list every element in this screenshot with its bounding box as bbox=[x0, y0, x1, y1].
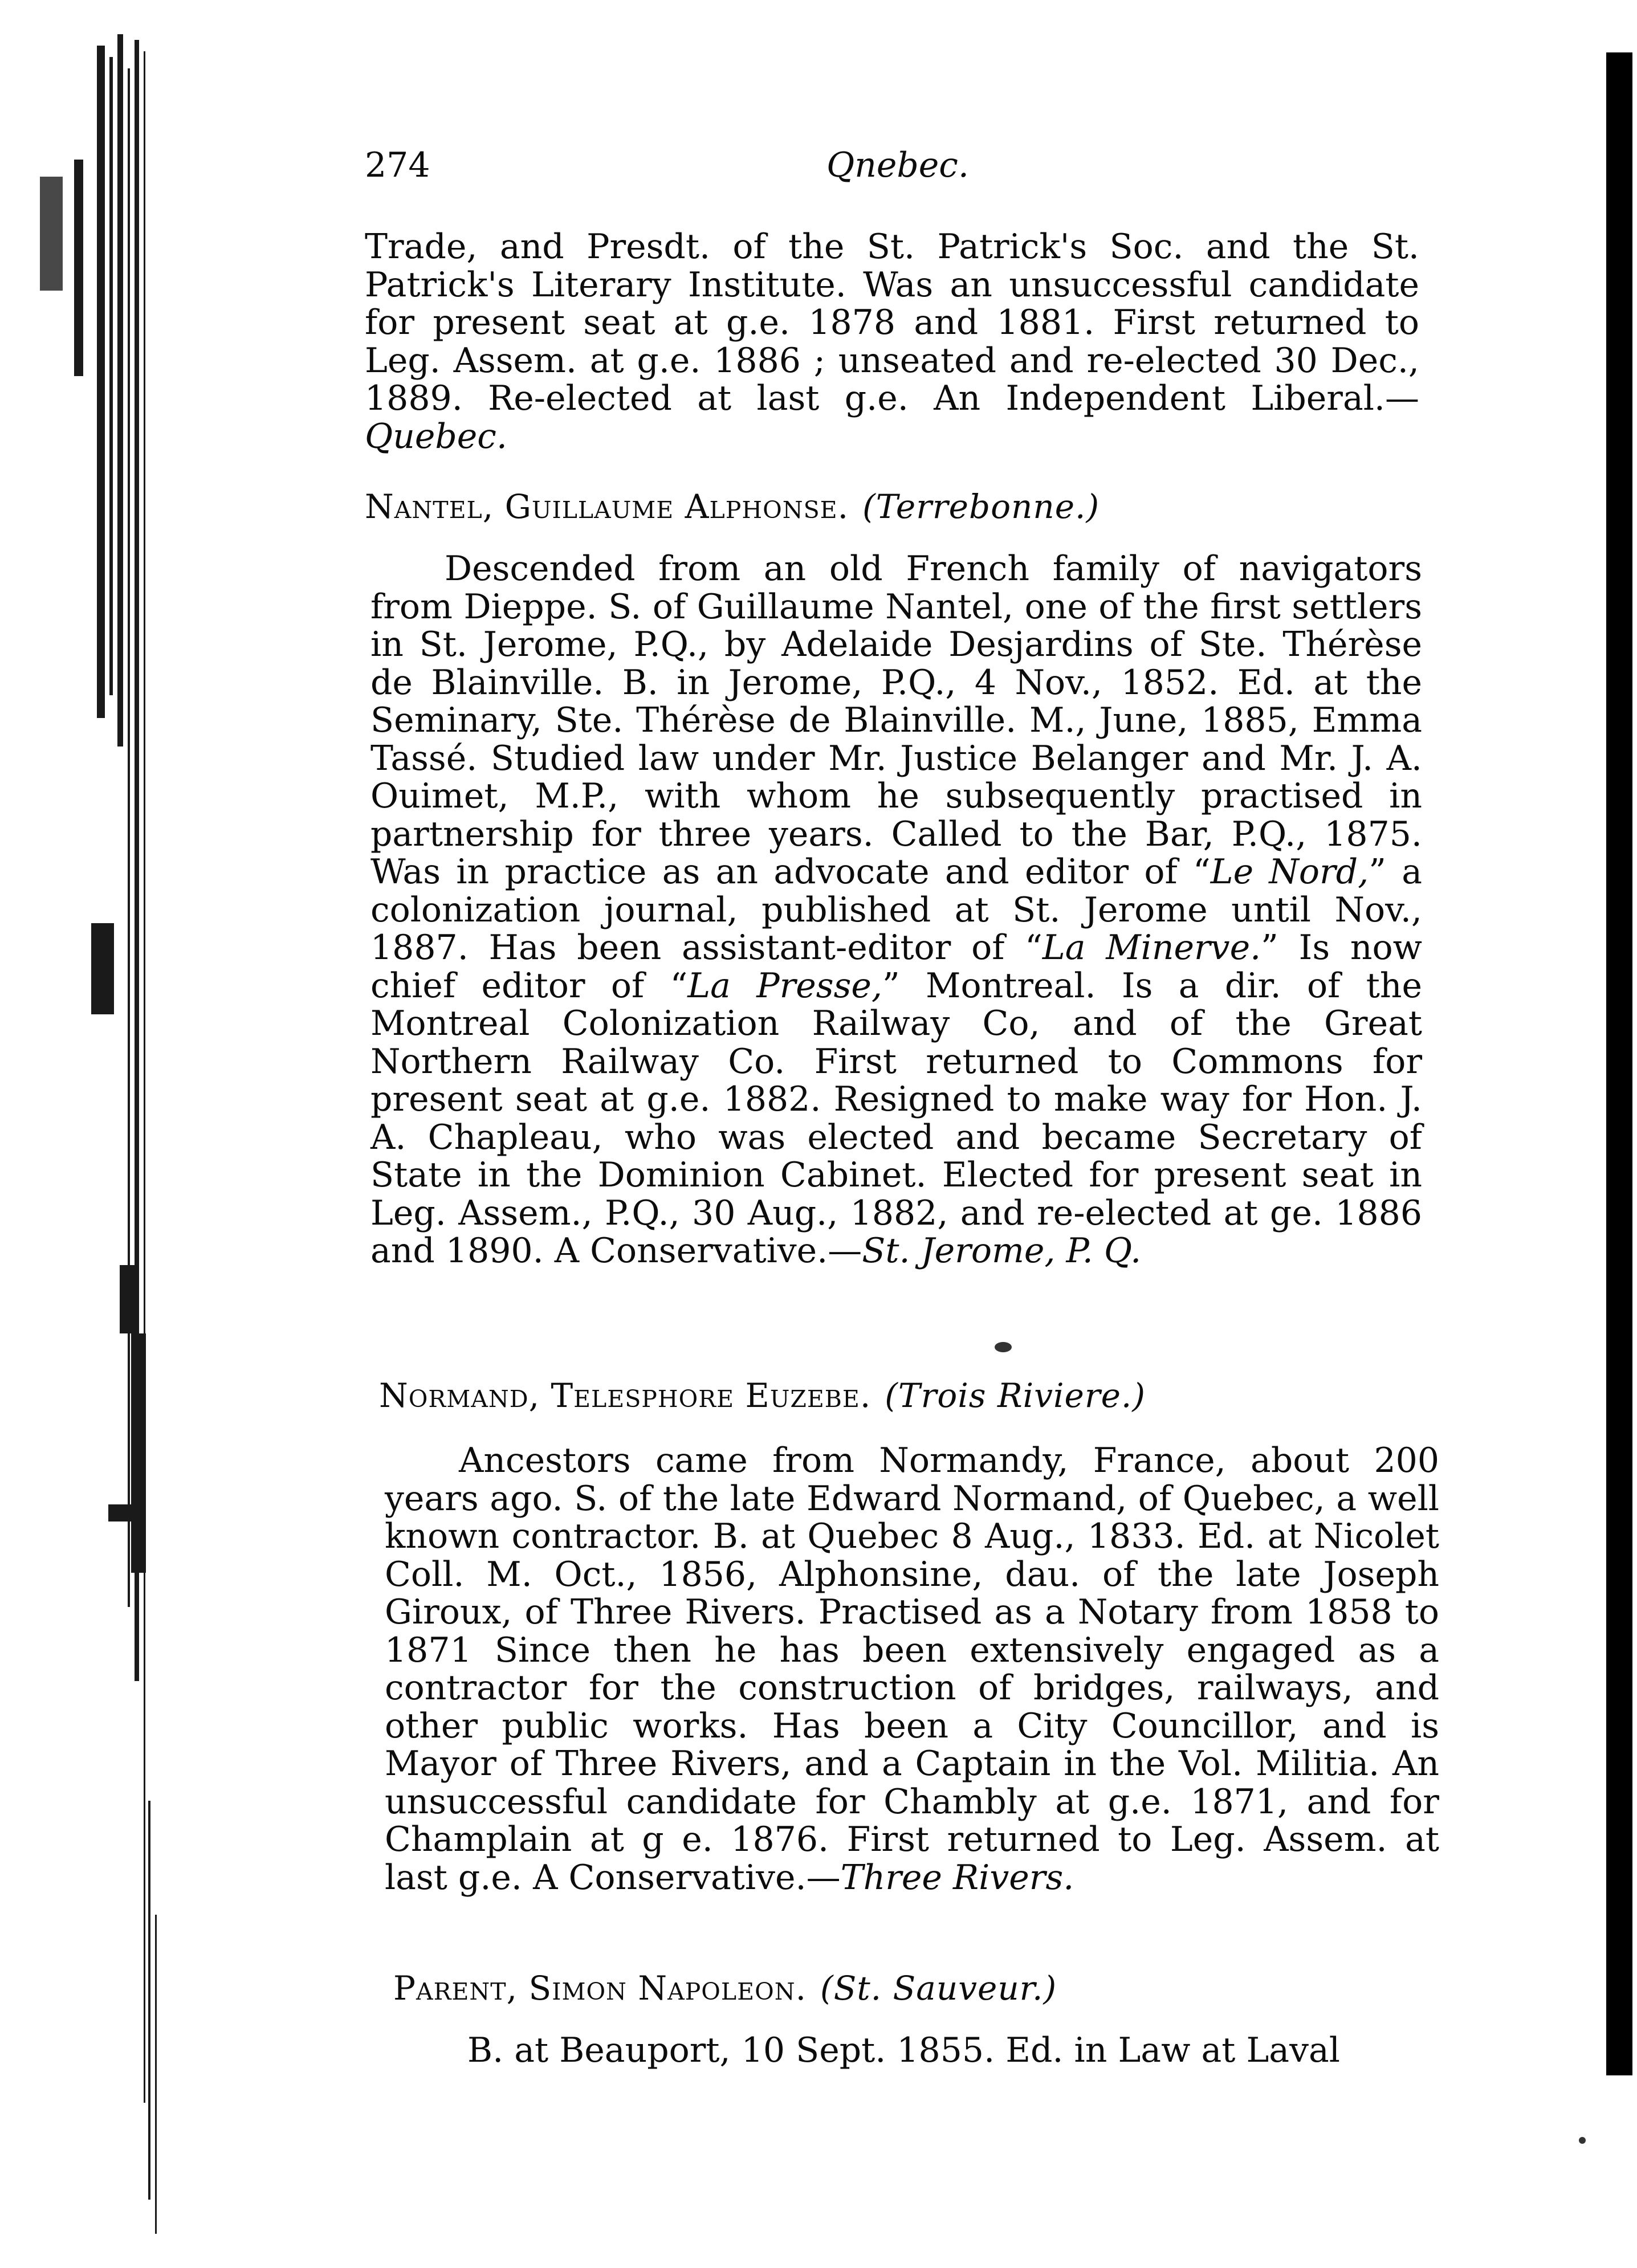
entry-body-normand bbox=[385, 1442, 1439, 1896]
entry-text-segment: Ancestors came from Normandy, France, about 200 years ago. S. of the late Edward Normand, of Quebec, a well known contractor. B. at Quebec 8 Aug., 1833. Ed. at Nicolet Coll. M. Oct., 1856, Alphonsine, dau. of the late Joseph Giroux, of Three Rivers. Practised as a Notary from 1858 to 1871 Since then he has been extensively engaged as a contractor for the construction of bridges, railways, and other public works. Has been a City Councillor, and is Mayor of Three Rivers, and a Captain in the Vol. Militia. An unsuccessful candidate for Chambly at g.e. 1871, and for Champlain at g e. 1876. First returned to Leg. Assem. at last g.e. A Conservative.— bbox=[385, 1441, 1439, 1898]
entry-text-segment: ” a colonization journal, published at St. Jerome until Nov., 1887. Has been assistant-editor of “ bbox=[370, 852, 1422, 968]
continued-entry bbox=[365, 228, 1419, 455]
entry-name: Nantel, Guillaume Alphonse. bbox=[365, 487, 849, 526]
entry-residence: St. Jerome, P. Q. bbox=[862, 1231, 1142, 1271]
continued-entry-text bbox=[365, 228, 1419, 455]
entry-riding: (Trois Riviere.) bbox=[885, 1376, 1146, 1415]
entry-text bbox=[393, 2032, 1453, 2070]
entry-text-segment: ” Is now chief editor of “ bbox=[370, 928, 1422, 1006]
entry-text-segment: B. at Beauport, 10 Sept. 1855. Ed. in Law at Laval bbox=[467, 2030, 1340, 2070]
newspaper-title: La Presse, bbox=[687, 965, 882, 1006]
entry-name: Parent, Simon Napoleon. bbox=[393, 1969, 807, 2008]
entry-riding: (St. Sauveur.) bbox=[820, 1969, 1057, 2008]
entry-text bbox=[385, 1442, 1439, 1896]
entry-text-segment: Descended from an old French family of navigators from Dieppe. S. of Guillaume Nantel, one of the first settlers in St. Jerome, P.Q., by Adelaide Desjardins of Ste. Thérèse de Blainville. B. in Jerome, P.Q., 4 Nov., 1852. Ed. at the Seminary, Ste. Thérèse de Blainville. M., June, 1885, Emma Tassé. Studied law under Mr. Justice Belanger and Mr. J. A. Ouimet, M.P., with whom he subsequently practised in partnership for three years. Called to the Bar, P.Q., 1875. Was in practice as an advocate and editor of “ bbox=[370, 549, 1422, 892]
entry-heading-parent bbox=[393, 1969, 1057, 2008]
entry-heading-normand bbox=[379, 1376, 1146, 1415]
page-header bbox=[365, 145, 1391, 197]
entry-text bbox=[370, 550, 1422, 1270]
entry-residence: Three Rivers. bbox=[840, 1857, 1074, 1898]
newspaper-title: La Minerve. bbox=[1042, 928, 1261, 968]
page-number: 274 bbox=[365, 145, 430, 185]
entry-heading-nantel bbox=[365, 487, 1100, 526]
entry-body-nantel bbox=[370, 550, 1422, 1270]
entry-text-segment: ” Montreal. Is a dir. of the Montreal Colonization Railway Co, and of the Great Northern Railway Co. First returned to Commons for present seat at g.e. 1882. Resigned to make way for Hon. J. A. Chapleau, who was elected and became Secretary of State in the Dominion Cabinet. Elected for present seat in Leg. Assem., P.Q., 30 Aug., 1882, and re-elected at ge. 1886 and 1890. A Conservative.— bbox=[370, 965, 1422, 1271]
entry-body: Trade, and Presdt. of the St. Patrick's Soc. and the St. Patrick's Literary Institute. Was an unsuccessful candidate for present seat at g.e. 1878 and 1881. First returned to Leg. Assem. at g.e. 1886 ; unseated and re-elected 30 Dec., 1889. Re-elected at last g.e. An Independent Liberal.— bbox=[365, 227, 1419, 418]
entry-body-parent bbox=[393, 2032, 1453, 2070]
running-title: Qnebec. bbox=[826, 145, 969, 185]
entry-name: Normand, Telesphore Euzebe. bbox=[379, 1376, 872, 1415]
newspaper-title: Le Nord, bbox=[1210, 852, 1369, 892]
entry-residence: Quebec. bbox=[365, 416, 507, 456]
entry-riding: (Terrebonne.) bbox=[862, 487, 1100, 526]
